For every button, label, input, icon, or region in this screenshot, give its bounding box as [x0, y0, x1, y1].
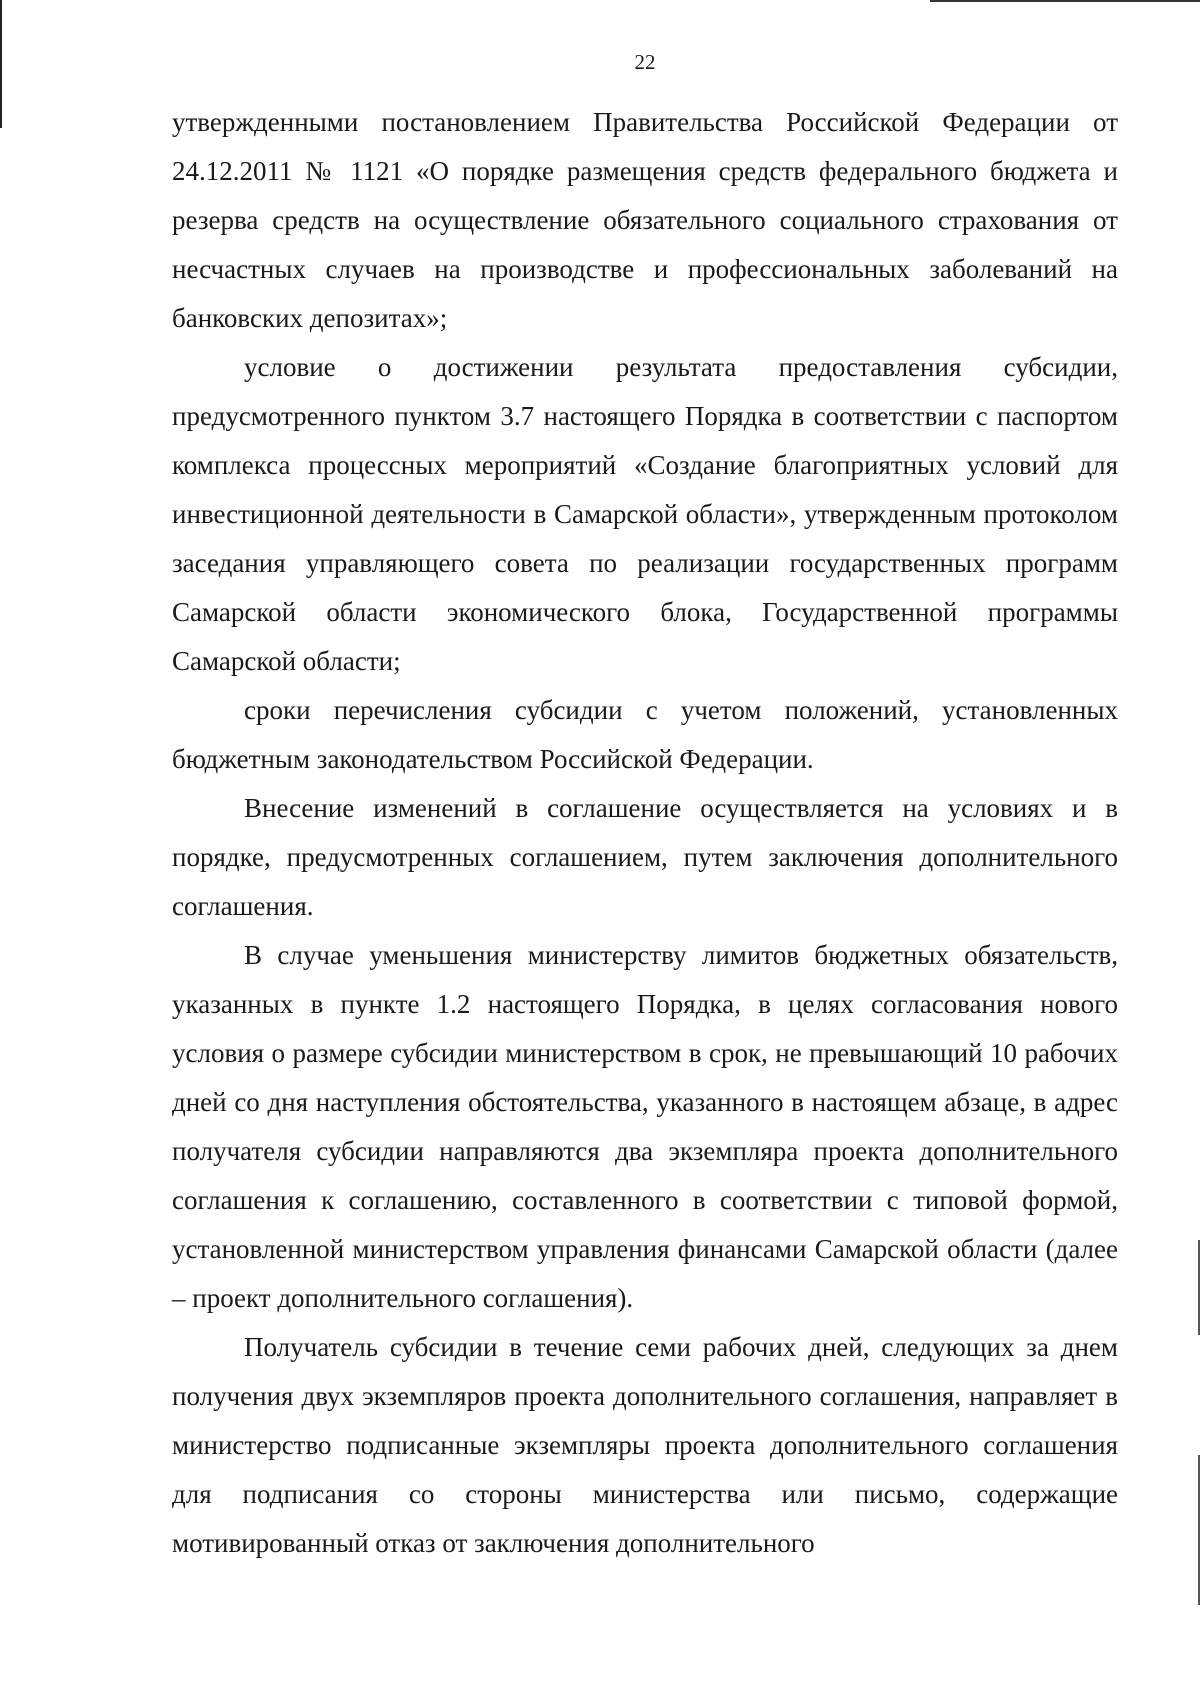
page-number: 22	[634, 50, 656, 74]
paragraph: утвержденными постановлением Правительства Российской Федерации от 24.12.2011 № 1121 «О порядке размещения средств федерального бюджета и резерва средств на осуществление обязательного социального страхования от несчастных случаев на производстве и профессиональных заболеваний на банковских депозитах»;	[172, 107, 1118, 333]
document-body	[172, 98, 1118, 1568]
paragraph: условие о достижении результата предоставления субсидии, предусмотренного пунктом 3.7 настоящего Порядка в соответствии с паспортом комплекса процессных мероприятий «Создание благоприятных условий для инвестиционной деятельности в Самарской области», утвержденным протоколом заседания управляющего совета по реализации государственных программ Самарской области экономического блока, Государственной программы Самарской области;	[172, 352, 1118, 676]
paragraph: В случае уменьшения министерству лимитов бюджетных обязательств, указанных в пункте 1.2 настоящего Порядка, в целях согласования нового условия о размере субсидии министерством в срок, не превышающий 10 рабочих дней со дня наступления обстоятельства, указанного в настоящем абзаце, в адрес получателя субсидии направляются два экземпляра проекта дополнительного соглашения к соглашению, составленного в соответствии с типовой формой, установленной министерством управления финансами Самарской области (далее – проект дополнительного соглашения).	[172, 940, 1118, 1313]
scan-edge-mark	[930, 0, 1200, 2]
paragraph: сроки перечисления субсидии с учетом положений, установленных бюджетным законодательством Российской Федерации.	[172, 695, 1118, 774]
paragraph: Внесение изменений в соглашение осуществляется на условиях и в порядке, предусмотренных соглашением, путем заключения дополнительного соглашения.	[172, 793, 1118, 921]
paragraph: Получатель субсидии в течение семи рабочих дней, следующих за днем получения двух экземпляров проекта дополнительного соглашения, направляет в министерство подписанные экземпляры проекта дополнительного соглашения для подписания со стороны министерства или письмо, содержащие мотивированный отказ от заключения дополнительного	[172, 1332, 1118, 1558]
